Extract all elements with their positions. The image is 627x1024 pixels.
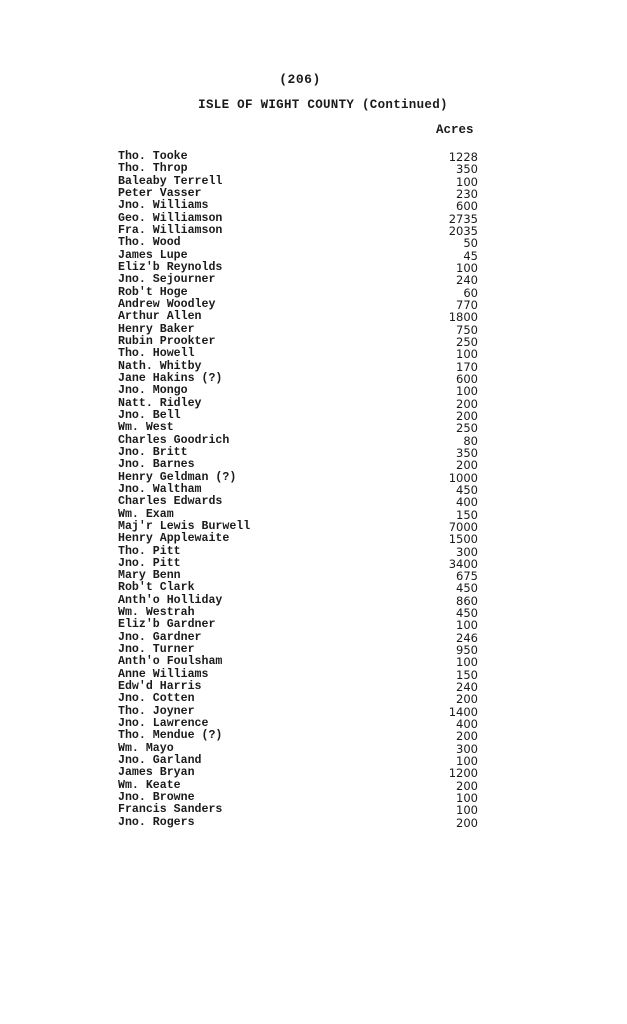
- landowner-name: Jno. Bell: [118, 408, 181, 422]
- landowner-name: Tho. Mendue (?): [118, 729, 223, 743]
- landowner-name: Peter Vasser: [118, 186, 202, 200]
- list-item: [118, 237, 478, 249]
- acreage-value: 600: [456, 371, 478, 386]
- list-item: [118, 459, 478, 471]
- list-item: [118, 817, 478, 829]
- acreage-value: 200: [456, 729, 478, 744]
- landowner-name: Fra. Williamson: [118, 223, 223, 237]
- acreage-value: 1200: [448, 766, 478, 781]
- acreage-value: 450: [456, 606, 478, 621]
- list-item: [118, 546, 478, 558]
- list-item: [118, 274, 478, 286]
- acreage-value: 400: [456, 717, 478, 732]
- landowner-name: Rubin Prookter: [118, 334, 216, 348]
- page-number: (206): [279, 72, 321, 87]
- acreage-value: 3400: [448, 556, 478, 571]
- acreage-value: 100: [456, 791, 478, 806]
- landowner-name: Anth'o Foulsham: [118, 655, 223, 669]
- acreage-value: 250: [456, 421, 478, 436]
- landowner-name: Rob't Hoge: [118, 285, 188, 299]
- acreage-value: 450: [456, 482, 478, 497]
- landowner-name: Jane Hakins (?): [118, 371, 223, 385]
- acreage-value: 200: [456, 815, 478, 830]
- landowner-name: Baleaby Terrell: [118, 174, 223, 188]
- acreage-value: 170: [456, 359, 478, 374]
- acreage-value: 80: [463, 433, 478, 448]
- landowner-name: Jno. Sejourner: [118, 273, 216, 287]
- acreage-value: 240: [456, 680, 478, 695]
- acreage-value: 1228: [448, 150, 478, 164]
- page-title: ISLE OF WIGHT COUNTY (Continued): [198, 98, 448, 112]
- acreage-value: 675: [456, 569, 478, 584]
- landowner-name: Henry Baker: [118, 322, 195, 336]
- landowner-name: Jno. Lawrence: [118, 717, 209, 731]
- landowner-name: Natt. Ridley: [118, 396, 202, 410]
- acreage-value: 100: [456, 347, 478, 362]
- landowner-list: [118, 151, 478, 829]
- landowner-name: Tho. Tooke: [118, 150, 188, 163]
- acreage-value: 200: [456, 692, 478, 707]
- acreage-value: 250: [456, 334, 478, 349]
- acreage-value: 100: [456, 174, 478, 189]
- acreage-value: 1500: [448, 532, 478, 547]
- list-item: [118, 311, 478, 323]
- acreage-value: 450: [456, 581, 478, 596]
- acreage-value: 950: [456, 643, 478, 658]
- landowner-name: Jno. Britt: [118, 445, 188, 459]
- list-item: [118, 422, 478, 434]
- acreage-value: 100: [456, 803, 478, 818]
- landowner-name: Jno. Garland: [118, 754, 202, 768]
- acreage-value: 200: [456, 458, 478, 473]
- landowner-name: Wm. Mayo: [118, 741, 174, 755]
- list-item: [118, 619, 478, 631]
- landowner-name: Jno. Waltham: [118, 482, 202, 496]
- landowner-name: Wm. West: [118, 421, 174, 435]
- acreage-value: 240: [456, 273, 478, 288]
- landowner-name: Arthur Allen: [118, 310, 202, 324]
- acreage-value: 50: [463, 236, 478, 251]
- landowner-name: Eliz'b Gardner: [118, 618, 216, 632]
- acreage-value: 300: [456, 544, 478, 559]
- landowner-name: Jno. Barnes: [118, 458, 195, 472]
- list-item: [118, 693, 478, 705]
- landowner-name: Tho. Throp: [118, 162, 188, 176]
- acreage-value: 200: [456, 396, 478, 411]
- acreage-value: 200: [456, 408, 478, 423]
- list-item: [118, 496, 478, 508]
- acreage-value: 45: [463, 248, 478, 263]
- landowner-name: Jno. Rogers: [118, 815, 195, 829]
- landowner-name: Jno. Williams: [118, 199, 209, 213]
- landowner-name: Andrew Woodley: [118, 297, 216, 311]
- landowner-name: Jno. Gardner: [118, 630, 202, 644]
- list-item: [118, 656, 478, 668]
- landowner-name: Francis Sanders: [118, 803, 223, 817]
- landowner-name: Edw'd Harris: [118, 680, 202, 694]
- landowner-name: Anth'o Holliday: [118, 593, 223, 607]
- acreage-value: 2035: [448, 223, 478, 238]
- acreage-value: 100: [456, 384, 478, 399]
- acreage-value: 860: [456, 593, 478, 608]
- landowner-name: Jno. Pitt: [118, 556, 181, 570]
- landowner-name: Jno. Turner: [118, 643, 195, 657]
- acreage-value: 1800: [448, 310, 478, 325]
- list-item: [118, 472, 478, 484]
- acreage-value: 1400: [448, 704, 478, 719]
- acreage-value: 300: [456, 741, 478, 756]
- list-item: [118, 385, 478, 397]
- acreage-value: 7000: [448, 519, 478, 534]
- landowner-name: Eliz'b Reynolds: [118, 260, 223, 274]
- acreage-value: 150: [456, 507, 478, 522]
- landowner-name: Nath. Whitby: [118, 359, 202, 373]
- acreage-value: 1000: [448, 470, 478, 485]
- landowner-name: James Lupe: [118, 248, 188, 262]
- list-item: [118, 348, 478, 360]
- acreage-value: 600: [456, 199, 478, 214]
- list-item: [118, 163, 478, 175]
- landowner-name: Geo. Williamson: [118, 211, 223, 225]
- acreage-value: 400: [456, 495, 478, 510]
- landowner-name: Henry Geldman (?): [118, 470, 237, 484]
- landowner-name: Charles Edwards: [118, 495, 223, 509]
- acreage-value: 230: [456, 186, 478, 201]
- list-item: [118, 730, 478, 742]
- landowner-name: Charles Goodrich: [118, 433, 230, 447]
- acreage-value: 246: [456, 630, 478, 645]
- landowner-name: Wm. Westrah: [118, 606, 195, 620]
- landowner-name: Tho. Joyner: [118, 704, 195, 718]
- landowner-name: Jno. Mongo: [118, 384, 188, 398]
- landowner-name: Jno. Browne: [118, 791, 195, 805]
- landowner-name: Wm. Keate: [118, 778, 181, 792]
- landowner-name: Anne Williams: [118, 667, 209, 681]
- acreage-value: 100: [456, 260, 478, 275]
- landowner-name: Wm. Exam: [118, 507, 174, 521]
- list-item: [118, 533, 478, 545]
- acreage-value: 750: [456, 322, 478, 337]
- list-item: [118, 509, 478, 521]
- landowner-name: Maj'r Lewis Burwell: [118, 519, 251, 533]
- acreage-value: 200: [456, 778, 478, 793]
- landowner-name: Jno. Cotten: [118, 692, 195, 706]
- landowner-name: Tho. Howell: [118, 347, 195, 361]
- acreage-value: 100: [456, 655, 478, 670]
- acreage-value: 350: [456, 162, 478, 177]
- landowner-name: Tho. Wood: [118, 236, 181, 250]
- acres-column-header: Acres: [436, 123, 474, 137]
- landowner-name: Henry Applewaite: [118, 532, 230, 546]
- acreage-value: 100: [456, 618, 478, 633]
- landowner-name: James Bryan: [118, 766, 195, 780]
- list-item: [118, 767, 478, 779]
- list-item: [118, 582, 478, 594]
- list-item: [118, 200, 478, 212]
- list-item: [118, 804, 478, 816]
- acreage-value: 60: [463, 285, 478, 300]
- landowner-name: Tho. Pitt: [118, 544, 181, 558]
- landowner-name: Rob't Clark: [118, 581, 195, 595]
- acreage-value: 2735: [448, 211, 478, 226]
- acreage-value: 150: [456, 667, 478, 682]
- acreage-value: 770: [456, 297, 478, 312]
- acreage-value: 100: [456, 754, 478, 769]
- landowner-name: Mary Benn: [118, 569, 181, 583]
- acreage-value: 350: [456, 445, 478, 460]
